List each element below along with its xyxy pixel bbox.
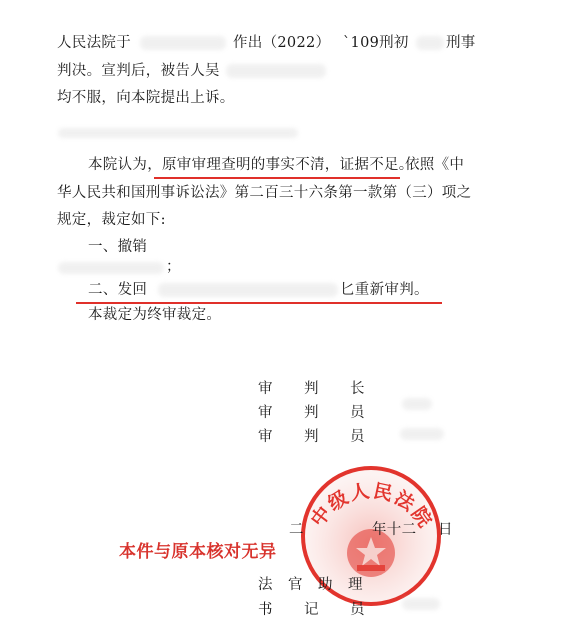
redacted-judge-name [402,398,432,410]
para1-line3: 均不服，向本院提出上诉。 [57,90,235,106]
date-fragment-1: 二 [289,522,304,538]
ruling-item1: 一、撤销 [88,239,148,255]
redacted-clerk-name [402,598,440,610]
redacted-item2-court [158,283,338,297]
ruling-item2-end: 匕重新审判。 [340,282,429,298]
para1-line1-end: 刑事 [446,35,476,51]
redacted-case-number [416,36,444,50]
redacted-defendant [226,64,326,78]
ruling-final: 本裁定为终审裁定。 [88,307,222,323]
verification-stamp: 本件与原本核对无异 [119,542,277,562]
signature-judge-1: 审 判 员 [258,405,365,421]
ruling-item1-end: ； [166,259,181,275]
ruling-line3: 规定，裁定如下: [57,212,166,228]
item2-underline [76,302,442,304]
redacted-court-name [140,36,226,50]
ruling-line1-start: 本院认为， [88,157,162,173]
para1-line1-number: `109刑初 [343,35,409,51]
date-fragment-3: 日 [438,522,453,538]
ruling-line2: 华人民共和国刑事诉讼法》第二百三十六条第一款第（三）项之 [57,185,472,201]
date-fragment-2: 年十二 [372,522,417,538]
ruling-item2-start: 二、发回 [88,282,148,298]
ruling-line1-highlight: 原审审理查明的事实不清，证据不足。 [162,157,414,173]
redacted-judge-name-2 [400,428,444,440]
signature-judge-2: 审 判 员 [258,429,365,445]
seal-text: 中级人民法院 [306,479,437,533]
redacted-line [58,128,298,138]
ruling-line1-end: 依照《中 [405,157,465,173]
signature-clerk: 书 记 员 [258,602,365,618]
signature-assistant: 法 官 助 理 [258,577,363,593]
para1-line1-case: 作出（2022） [233,35,331,51]
highlight-underline [154,177,400,179]
para1-line2: 判决。宣判后，被告人吴 [57,63,220,79]
para1-line1-start: 人民法院于 [57,35,131,51]
signature-chief-judge: 审 判 长 [258,381,365,397]
redacted-item1-detail [58,262,164,274]
